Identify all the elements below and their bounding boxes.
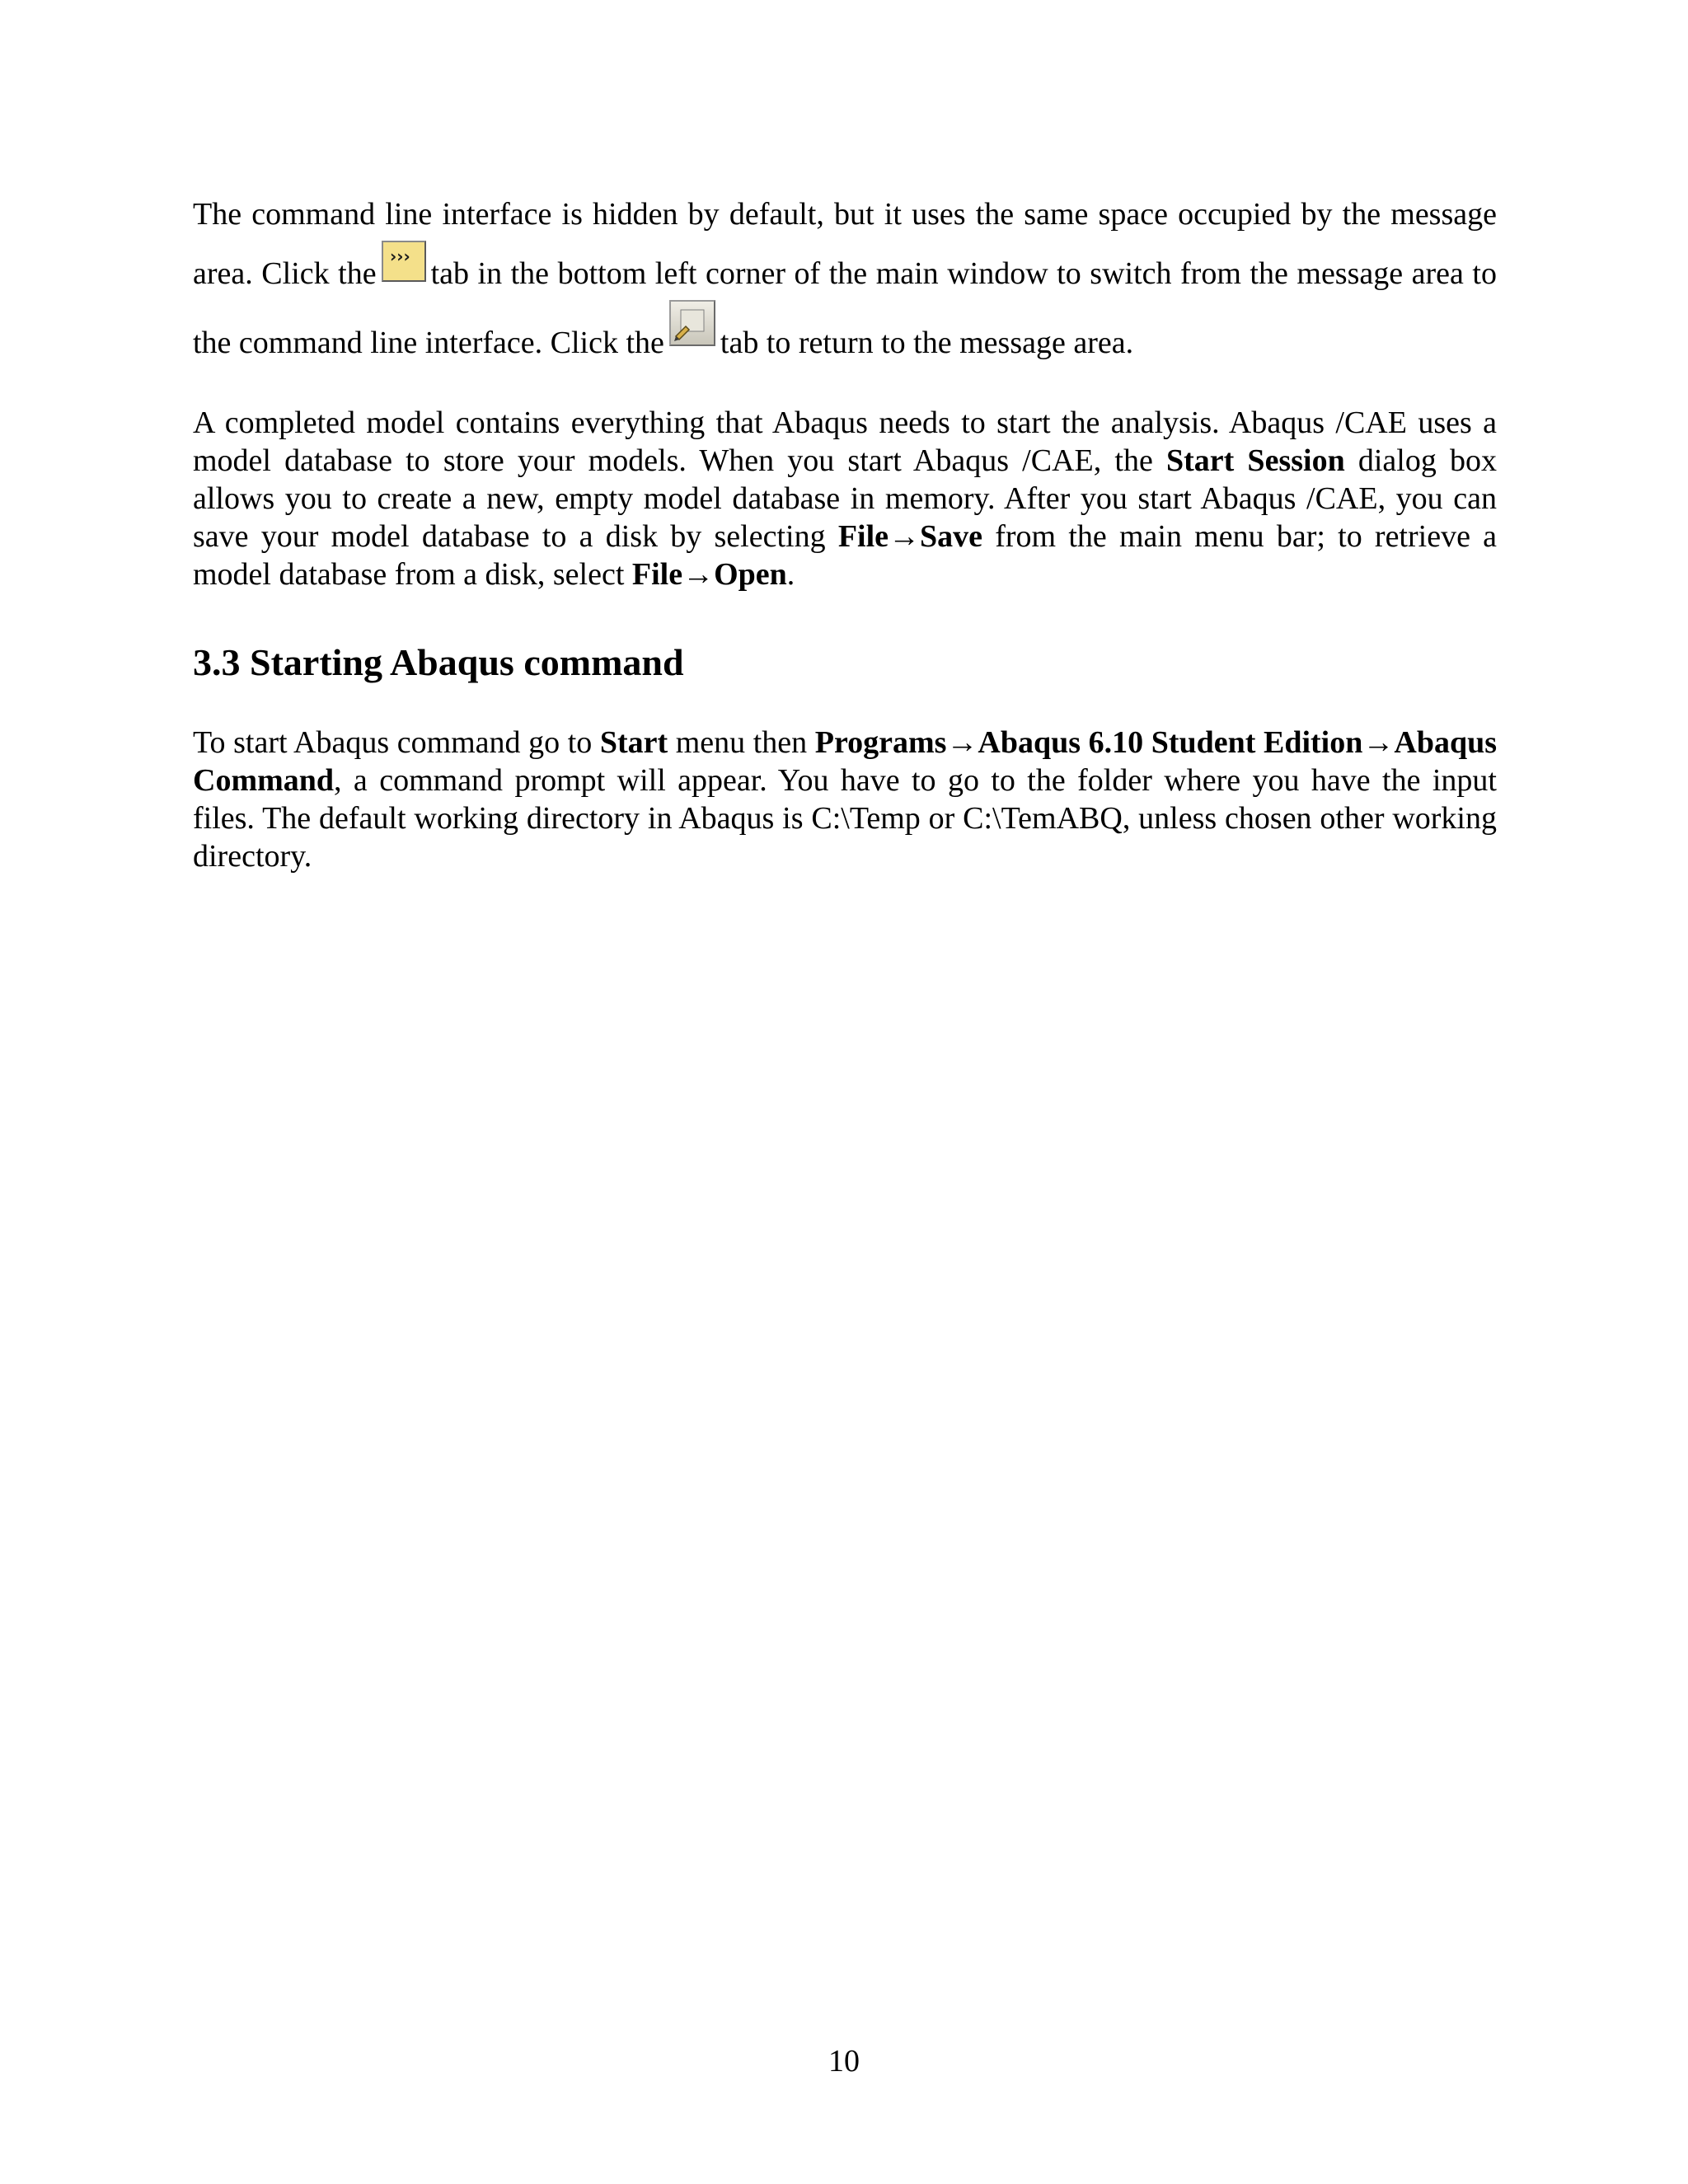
file-open-menu-path: File→Open — [631, 557, 787, 592]
paragraph-2-text-b: dialog box allows you to create a new, empty model database in memory. After you start Abaqus /CAE, you can save your model database to a disk by selecting — [193, 443, 1497, 554]
file-save-menu-path: File→Save — [837, 519, 983, 554]
message-area-tab-icon — [669, 300, 715, 346]
start-menu-term: Start — [599, 725, 668, 760]
programs-menu-path: Programs→Abaqus 6.10 Student Edition→Abaqus Command — [193, 725, 1498, 798]
command-line-tab-icon — [382, 241, 426, 282]
page-content — [193, 188, 1497, 875]
section-heading: 3.3 Starting Abaqus command — [193, 641, 684, 683]
paragraph-1-text-c: tab to return to the message area. — [720, 326, 1134, 360]
start-session-term: Start Session — [1165, 443, 1345, 478]
paragraph-2-text-d: . — [786, 557, 795, 592]
paragraph-abaqus-command — [193, 724, 1497, 875]
paragraph-model-database — [193, 404, 1497, 593]
page-number: 10 — [828, 2044, 860, 2079]
paragraph-1-text-b: tab in the bottom left corner of the main window to switch from the message area to the command line interface. Click the — [193, 256, 1497, 360]
paragraph-2-text-a: A completed model contains everything that Abaqus needs to start the analysis. Abaqus /CAE uses a model database to store your models. When you start Abaqus /CAE, the — [193, 405, 1497, 478]
paragraph-3-text-b: menu then — [675, 725, 808, 760]
paragraph-3-text-a: To start Abaqus command go to — [193, 725, 593, 760]
paragraph-1-text-a: The command line interface is hidden by default, but it uses the same space occupied by the message area. Click the — [193, 197, 1497, 291]
paragraph-command-line — [193, 188, 1497, 369]
paragraph-3-text-c: , a command prompt will appear. You have to go to the folder where you have the input files. The default working directory in Abaqus is C:\Temp or C:\TemABQ, unless chosen other working directory. — [193, 763, 1497, 874]
paragraph-2-text-c: from the main menu bar; to retrieve a model database from a disk, select — [193, 519, 1498, 592]
svg-text:›››: ››› — [389, 247, 410, 266]
